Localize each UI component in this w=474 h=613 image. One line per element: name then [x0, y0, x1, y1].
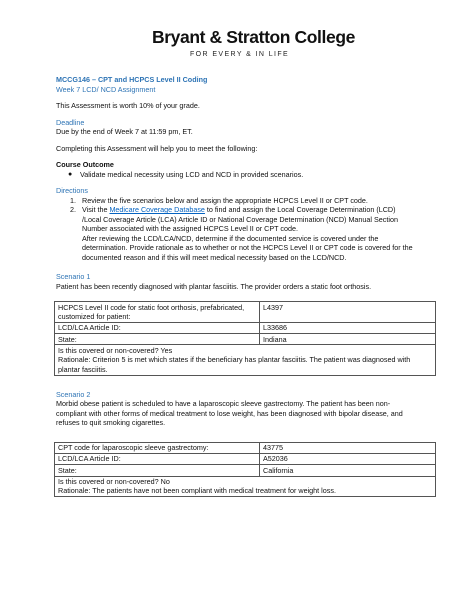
code-value: L4397: [260, 302, 436, 323]
direction-item-1: [56, 196, 416, 206]
scenario-2-heading: Scenario 2: [56, 389, 91, 399]
rationale-text: Rationale: The patients have not been compliant with medical treatment for weight loss.: [58, 486, 336, 496]
table-row: [55, 465, 436, 476]
direction-text-post: to find and assign the Local Coverage Determination (LCD) /Local Coverage Article (LCA) Article ID or National Coverage Determination (NCD) Manual Section Number associated with the assigned HCPCS Level II or CPT code.: [82, 205, 398, 233]
coverage-answer-cell: [55, 476, 436, 497]
scenario-2-table: [54, 442, 436, 498]
table-row: [55, 322, 436, 333]
deadline-text: Due by the end of Week 7 at 11:59 pm, ET.: [56, 127, 193, 136]
direction-item-2: [56, 205, 416, 234]
coverage-answer-cell: [55, 345, 436, 375]
article-label: LCD/LCA Article ID:: [55, 453, 260, 464]
direction-text: Review the five scenarios below and assign the appropriate HCPCS Level II or CPT code.: [82, 195, 368, 205]
direction-after-text: After reviewing the LCD/LCA/NCD, determine if the documented service is covered under the determination. Provide rationale as to whether or not the HCPCS Level II or CPT code is covered for the documented reason and if this will meet medical necessity based on the LCD/NCD.: [82, 233, 413, 262]
scenario-1-text: Patient has been recently diagnosed with plantar fasciitis. The provider orders a static foot orthosis.: [56, 281, 372, 291]
directions-heading: Directions: [56, 186, 88, 195]
state-label: State:: [55, 334, 260, 345]
bullet-icon: ●: [68, 170, 73, 178]
covered-question: Is this covered or non-covered? Yes: [58, 345, 173, 355]
course-code: MCCG146 – CPT and HCPCS Level II Coding: [56, 75, 208, 84]
table-row: [55, 476, 436, 497]
outcome-list-item: [56, 170, 416, 180]
assignment-title: Week 7 LCD/ NCD Assignment: [56, 84, 156, 94]
state-value: California: [260, 465, 436, 476]
code-label: HCPCS Level II code for static foot orthosis, prefabricated, customized for patient:: [55, 302, 260, 323]
direction-text-pre: Visit the: [82, 205, 110, 214]
state-value: Indiana: [260, 334, 436, 345]
table-row: [55, 345, 436, 375]
college-tagline: FOR EVERY & IN LIFE: [190, 51, 290, 58]
scenario-1-heading: Scenario 1: [56, 272, 91, 281]
code-value: 43775: [260, 442, 436, 453]
scenario-2-text: Morbid obese patient is scheduled to have a laparoscopic sleeve gastrectomy. The patient has been non-compliant with other forms of medical treatment to lose weight, has been diagnosed with bipolar disease, and refuses to quit smoking cigarettes.: [56, 399, 403, 428]
table-row: [55, 442, 436, 453]
state-label: State:: [55, 465, 260, 476]
document-body: [56, 75, 416, 497]
article-label: LCD/LCA Article ID:: [55, 322, 260, 333]
deadline-heading: Deadline: [56, 117, 85, 127]
table-row: [55, 334, 436, 345]
article-value: A52036: [260, 453, 436, 464]
college-name: Bryant & Stratton College: [152, 27, 355, 47]
outcome-heading: Course Outcome: [56, 160, 114, 169]
direction-number: 2.: [70, 205, 76, 214]
direction-text: [82, 205, 416, 234]
covered-question: Is this covered or non-covered? No: [58, 477, 170, 487]
article-value: L33686: [260, 322, 436, 333]
scenario-1-table: [54, 301, 436, 376]
table-row: [55, 453, 436, 464]
medicare-coverage-database-link[interactable]: Medicare Coverage Database: [109, 205, 205, 214]
direction-number: 1.: [70, 195, 76, 205]
code-label: CPT code for laparoscopic sleeve gastrectomy:: [55, 442, 260, 453]
table-row: [55, 302, 436, 323]
outcome-item-text: Validate medical necessity using LCD and NCD in provided scenarios.: [80, 169, 304, 179]
rationale-text: Rationale: Criterion 5 is met which states if the beneficiary has plantar fasciitis. The patient was diagnosed with plantar fasciitis.: [58, 355, 411, 374]
completing-text: Completing this Assessment will help you to meet the following:: [56, 143, 258, 153]
worth-text: This Assessment is worth 10% of your grade.: [56, 101, 200, 110]
